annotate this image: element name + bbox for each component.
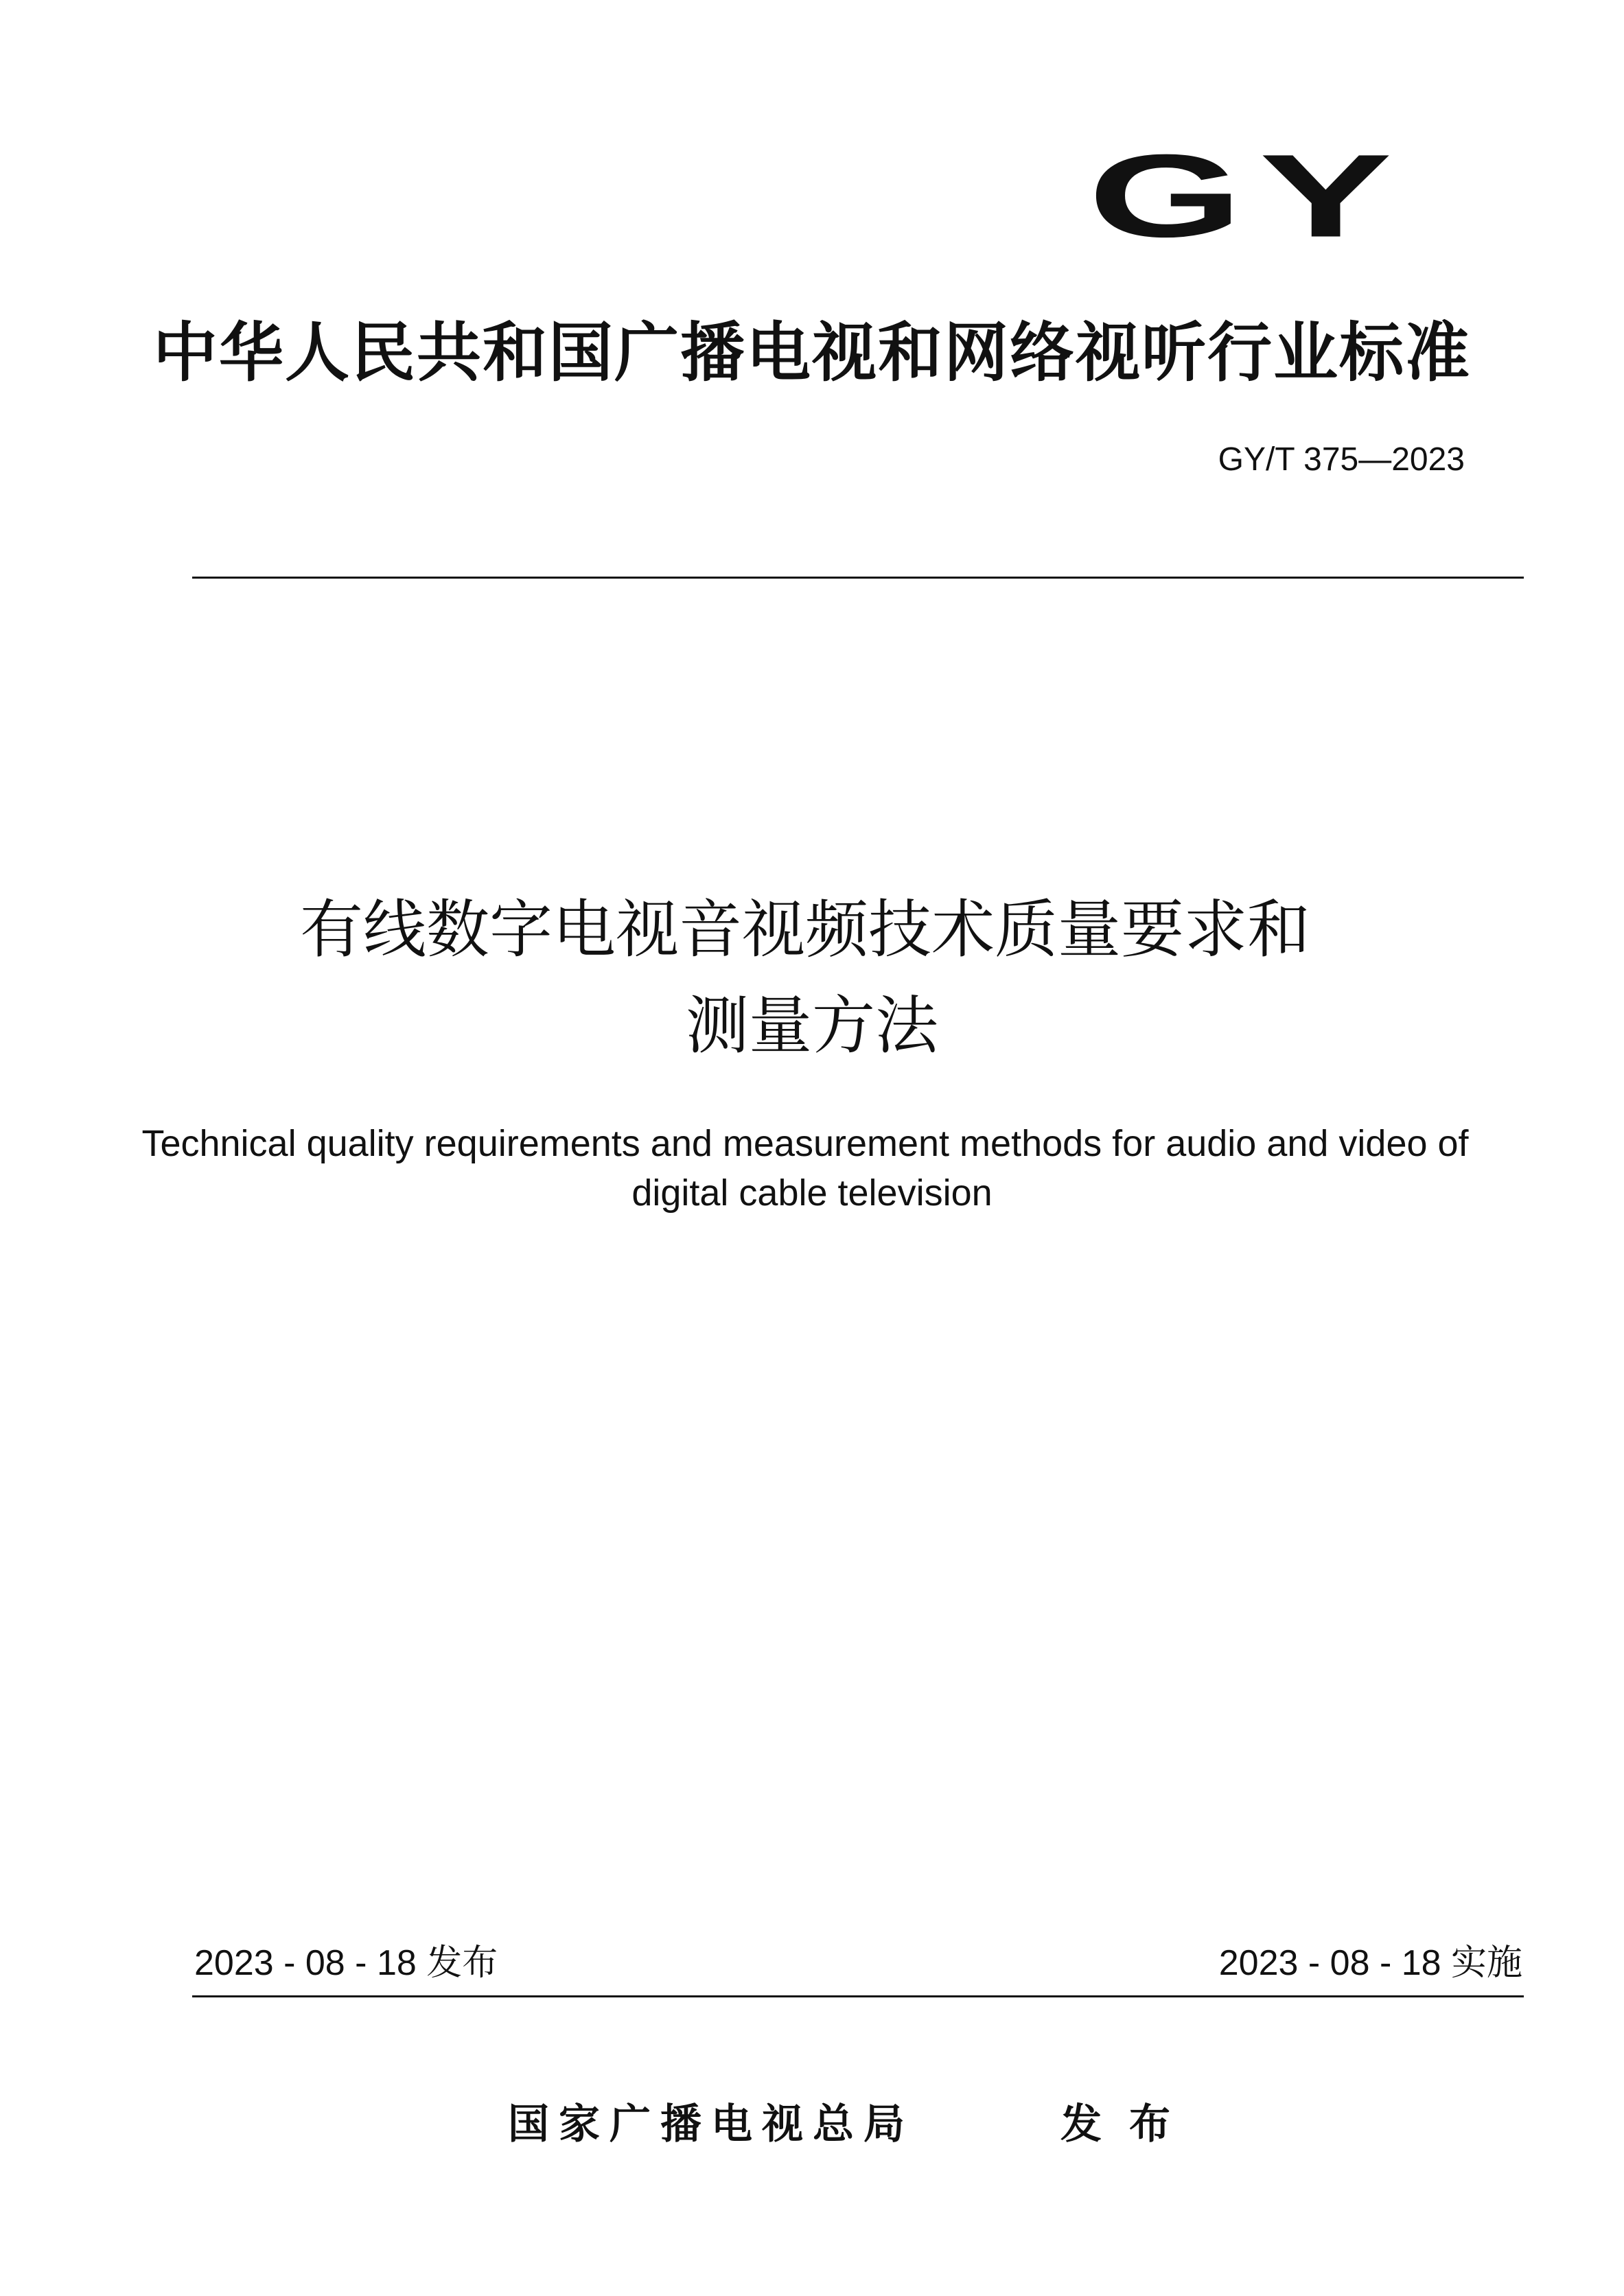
title-chinese-line-2: 测量方法 <box>685 989 938 1063</box>
title-chinese-line-1: 有线数字电视音视频技术质量要求和 <box>299 893 1310 966</box>
implementation-date: 2023 - 08 - 18 实施 <box>1218 1943 1522 1983</box>
publisher-name: 国家广播电视总局 <box>508 2100 914 2148</box>
standard-organization: 中华人民共和国广播电视和网络视听行业标准 <box>152 316 1471 391</box>
gy-logo: GY <box>1088 130 1409 262</box>
publish-date: 2023 - 08 - 18 发布 <box>194 1943 498 1983</box>
title-english-line-2: digital cable television <box>631 1172 993 1214</box>
top-divider <box>192 577 1524 579</box>
standard-code: GY/T 375—2023 <box>1218 441 1465 478</box>
title-english-line-1: Technical quality requirements and measurement methods for audio and video of <box>141 1123 1469 1164</box>
bottom-divider <box>192 1995 1524 1997</box>
publisher-action: 发布 <box>1060 2100 1198 2148</box>
